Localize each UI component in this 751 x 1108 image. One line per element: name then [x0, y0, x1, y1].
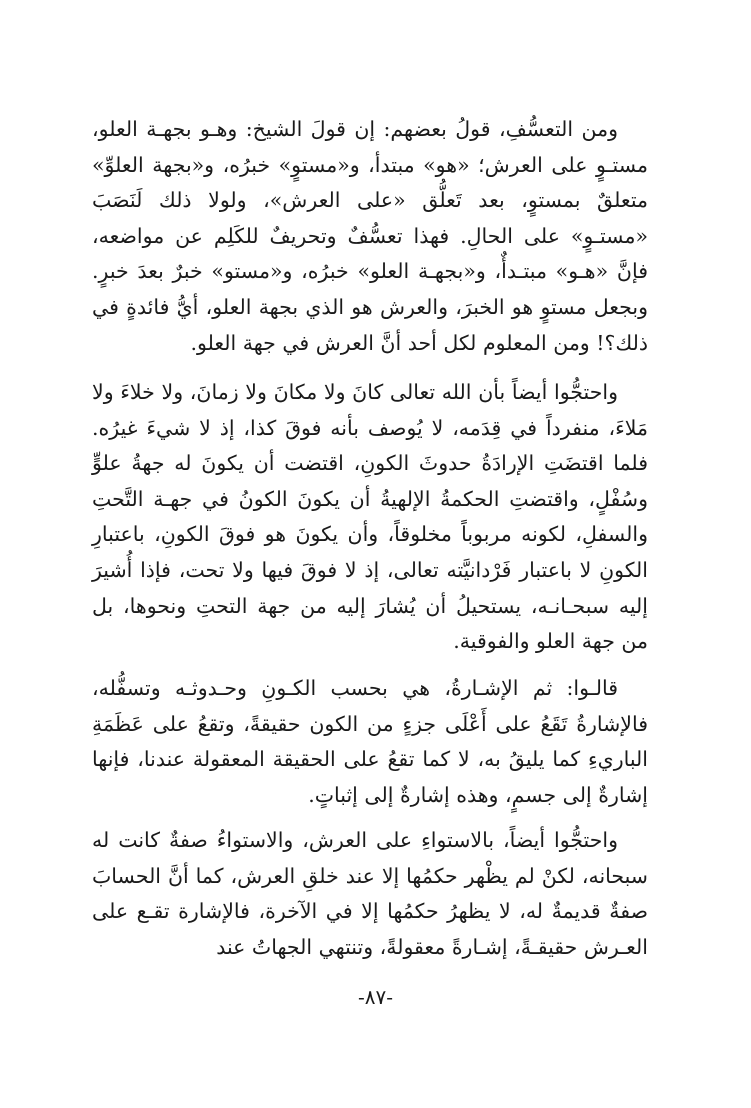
paragraph-text: واحتجُّوا أيضاً بأن الله تعالى كانَ ولا مكانَ ولا زمانَ، ولا خلاءَ ولا مَلاءَ، منفرداً في قِدَمه، لا يُوصف بأنه فوقَ كذا، إذ لا شيءَ غيرُه. فلما اقتضَتِ الإرادَةُ حدوثَ الكونِ، اقتضت أن يكونَ له جهةُ علوٍّ وسُفْلٍ، واقتضتِ الحكمةُ الإلهيةُ أن يكونَ الكونُ في جهـة التَّحتِ والسفلِ، لكونه مربوباً مخلوقاً، وأن يكونَ هو فوقَ الكونِ، باعتبارِ الكونِ لا باعتبار فَرْدانيَّته تعالى، إذ لا فوقَ فيها ولا تحت، فإذا أُشيرَ إليه سبحـانـه، يستحيلُ أن يُشارَ إليه من جهة التحتِ ونحوها، بل من جهة العلو والفوقية. [92, 380, 648, 654]
paragraph-tasaffuf [92, 112, 648, 361]
paragraph-text: قالـوا: ثم الإشـارةُ، هي بحسب الكـونِ وحـدوثـه وتسفُّله، فالإشارةُ تَقَعُ على أَعْلَى جزءٍ من الكون حقيقةً، وتقعُ على عَظَمَةِ الباريءِ كما يليقُ به، لا كما تقعُ على الحقيقة المعقولة عندنا، فإنها إشارةٌ إلى جسمٍ، وهذه إشارةٌ إلى إثباتٍ. [92, 676, 648, 807]
paragraph-text: ومن التعسُّفِ، قولُ بعضهم: إن قولَ الشيخ: وهـو بجهـة العلو، مستـوٍ على العرش؛ «هو» مبتدأ، و«مستوٍ» خبرُه، و«بجهة العلوِّ» متعلقٌ بمستوٍ، بعد تَعلُّق «على العرش»، ولولا ذلك لَنَصَبَ «مستـوٍ» على الحالِ. فهذا تعسُّفٌ وتحريفٌ للكَلِم عن مواضعه، فإنَّ «هـو» مبتـدأٌ، و«بجهـة العلو» خبرُه، و«مستو» خبرٌ بعدَ خبرٍ. وبجعل مستوٍ هو الخبرَ، والعرش هو الذي بجهة العلو، أيُّ فائدةٍ في ذلك؟! ومن المعلوم لكل أحد أنَّ العرش في جهة العلو. [92, 117, 648, 355]
paragraph-text: واحتجُّوا أيضاً، بالاستواءِ على العرش، والاستواءُ صفةٌ كانت له سبحانه، لكنْ لم يظْهر حكمُها إلا عند خلقِ العرش، كما أنَّ الحسابَ صفةٌ قديمةٌ له، لا يظهرُ حكمُها إلا في الآخرة، فالإشارة تقـع على العـرش حقيقـةً، إشـارةً معقولةً، وتنتهي الجهاتُ عند [92, 828, 648, 959]
paragraph-argument-istiwa [92, 823, 648, 965]
paragraph-argument-pointing [92, 671, 648, 813]
paragraph-argument-creation [92, 375, 648, 660]
page-number: -٨٧- [357, 985, 393, 1009]
